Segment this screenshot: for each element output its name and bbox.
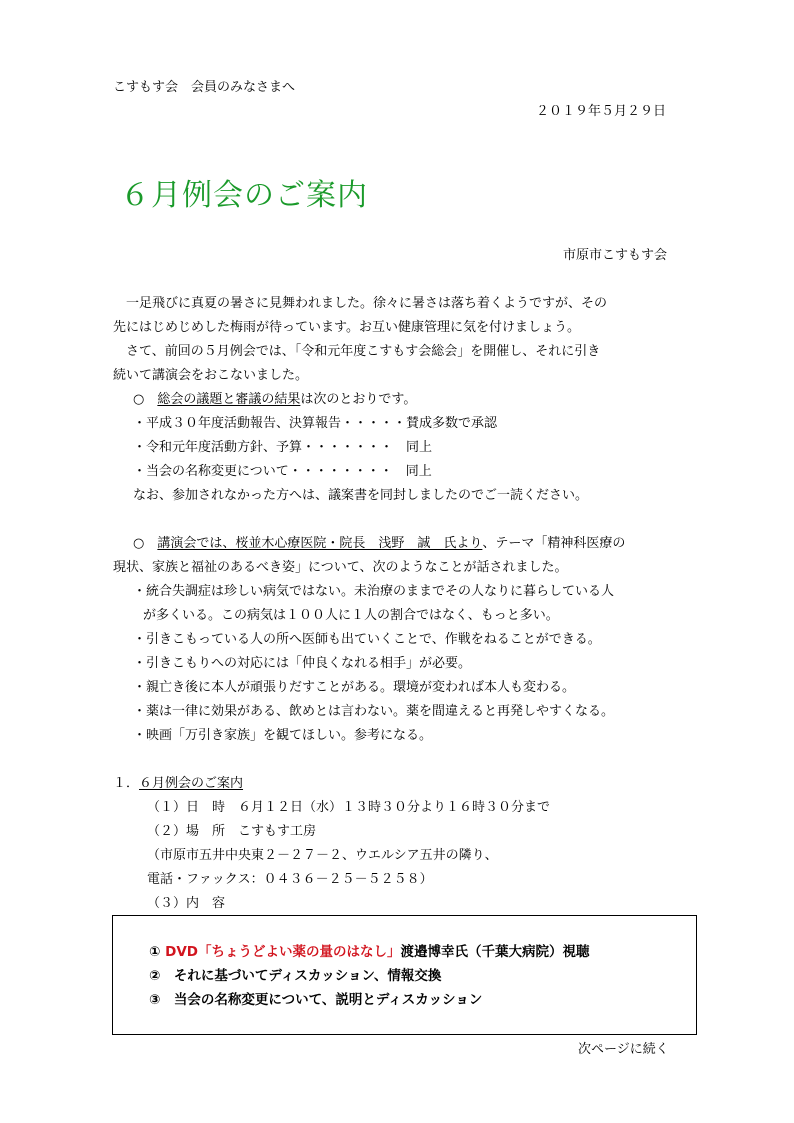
content-item-2: ② それに基づいてディスカッション、情報交換 bbox=[149, 968, 442, 984]
dvd-presenter: 渡邉博幸氏（千葉大病院）視聴 bbox=[400, 944, 590, 960]
meeting-place: （２）場 所 こすもす工房 bbox=[147, 824, 317, 839]
meeting-datetime: （１）日 時 ６月１２日（水）１３時３０分より１６時３０分まで bbox=[147, 800, 551, 815]
section-number: １． bbox=[113, 776, 140, 791]
content-label: （３）内 容 bbox=[147, 896, 226, 911]
lecture-line: 現状、家族と福祉のあるべき姿」について、次のようなことが話されました。 bbox=[113, 560, 568, 575]
content-box bbox=[112, 915, 697, 1035]
intro-line: 先にはじめじめした梅雨が待っています。お互い健康管理に気を付けましょう。 bbox=[113, 320, 580, 335]
continued-note: 次ページに続く bbox=[578, 1042, 669, 1057]
page-title: ６月例会のご案内 bbox=[120, 178, 368, 213]
lecture-point: が多くいる。この病気は１００人に１人の割合ではなく、もっと多い。 bbox=[143, 608, 559, 623]
meeting-phone: 電話・ファックス：０４３６－２５－５２５８） bbox=[147, 872, 433, 887]
dvd-title: DVD「ちょうどよい薬の量のはなし」 bbox=[165, 944, 401, 960]
lecture-point: ・引きこもっている人の所へ医師も出ていくことで、作戦をねることができる。 bbox=[133, 632, 601, 647]
meeting-heading-suffix: は次のとおりです。 bbox=[300, 392, 417, 407]
lecture-heading-line bbox=[133, 532, 625, 556]
meeting-item: ・令和元年度活動方針、予算・・・・・・・ 同上 bbox=[133, 440, 433, 455]
meeting-heading: 総会の議題と審議の結果 bbox=[157, 392, 301, 407]
intro-line: 一足飛びに真夏の暑さに見舞われました。徐々に暑さは落ち着くようですが、その bbox=[113, 296, 608, 311]
meeting-heading-line bbox=[133, 388, 416, 412]
content-item-number: ① bbox=[149, 944, 161, 960]
intro-line: 続いて講演会をおこないました。 bbox=[113, 368, 309, 383]
lecture-point: ・映画「万引き家族」を観てほしい。参考になる。 bbox=[133, 728, 433, 743]
section-heading-line bbox=[113, 772, 243, 796]
meeting-note: なお、参加されなかった方へは、議案書を同封しましたのでご一読ください。 bbox=[133, 488, 589, 503]
bullet-marker: ○ bbox=[133, 536, 145, 551]
meeting-address: （市原市五井中央東２－２７－２、ウエルシア五井の隣り、 bbox=[147, 848, 498, 863]
lecture-point: ・親亡き後に本人が頑張りだすことがある。環境が変われば本人も変わる。 bbox=[133, 680, 576, 695]
content-item-3: ③ 当会の名称変更について、説明とディスカッション bbox=[149, 992, 483, 1008]
lecture-heading-suffix: 、テーマ「精神科医療の bbox=[482, 536, 626, 551]
content-item-1 bbox=[149, 940, 590, 964]
sender: 市原市こすもす会 bbox=[563, 248, 668, 263]
lecture-heading: 講演会では、桜並木心療医院・院長 浅野 誠 氏より bbox=[157, 536, 483, 551]
lecture-point: ・引きこもりへの対応には「仲良くなれる相手」が必要。 bbox=[133, 656, 472, 671]
section-heading: ６月例会のご案内 bbox=[139, 776, 244, 791]
lecture-point: ・統合失調症は珍しい病気ではない。未治療のままでその人なりに暮らしている人 bbox=[133, 584, 615, 599]
bullet-marker: ○ bbox=[133, 392, 145, 407]
meeting-item: ・平成３０年度活動報告、決算報告・・・・・賛成多数で承認 bbox=[133, 416, 498, 431]
addressee: こすもす会 会員のみなさまへ bbox=[113, 80, 296, 95]
meeting-item: ・当会の名称変更について・・・・・・・・ 同上 bbox=[133, 464, 432, 479]
document-date: ２０１９年５月２９日 bbox=[536, 104, 667, 119]
intro-line: さて、前回の５月例会では、「令和元年度こすもす会総会」を開催し、それに引き bbox=[113, 344, 601, 359]
lecture-point: ・薬は一律に効果がある、飲めとは言わない。薬を間違えると再発しやすくなる。 bbox=[133, 704, 615, 719]
